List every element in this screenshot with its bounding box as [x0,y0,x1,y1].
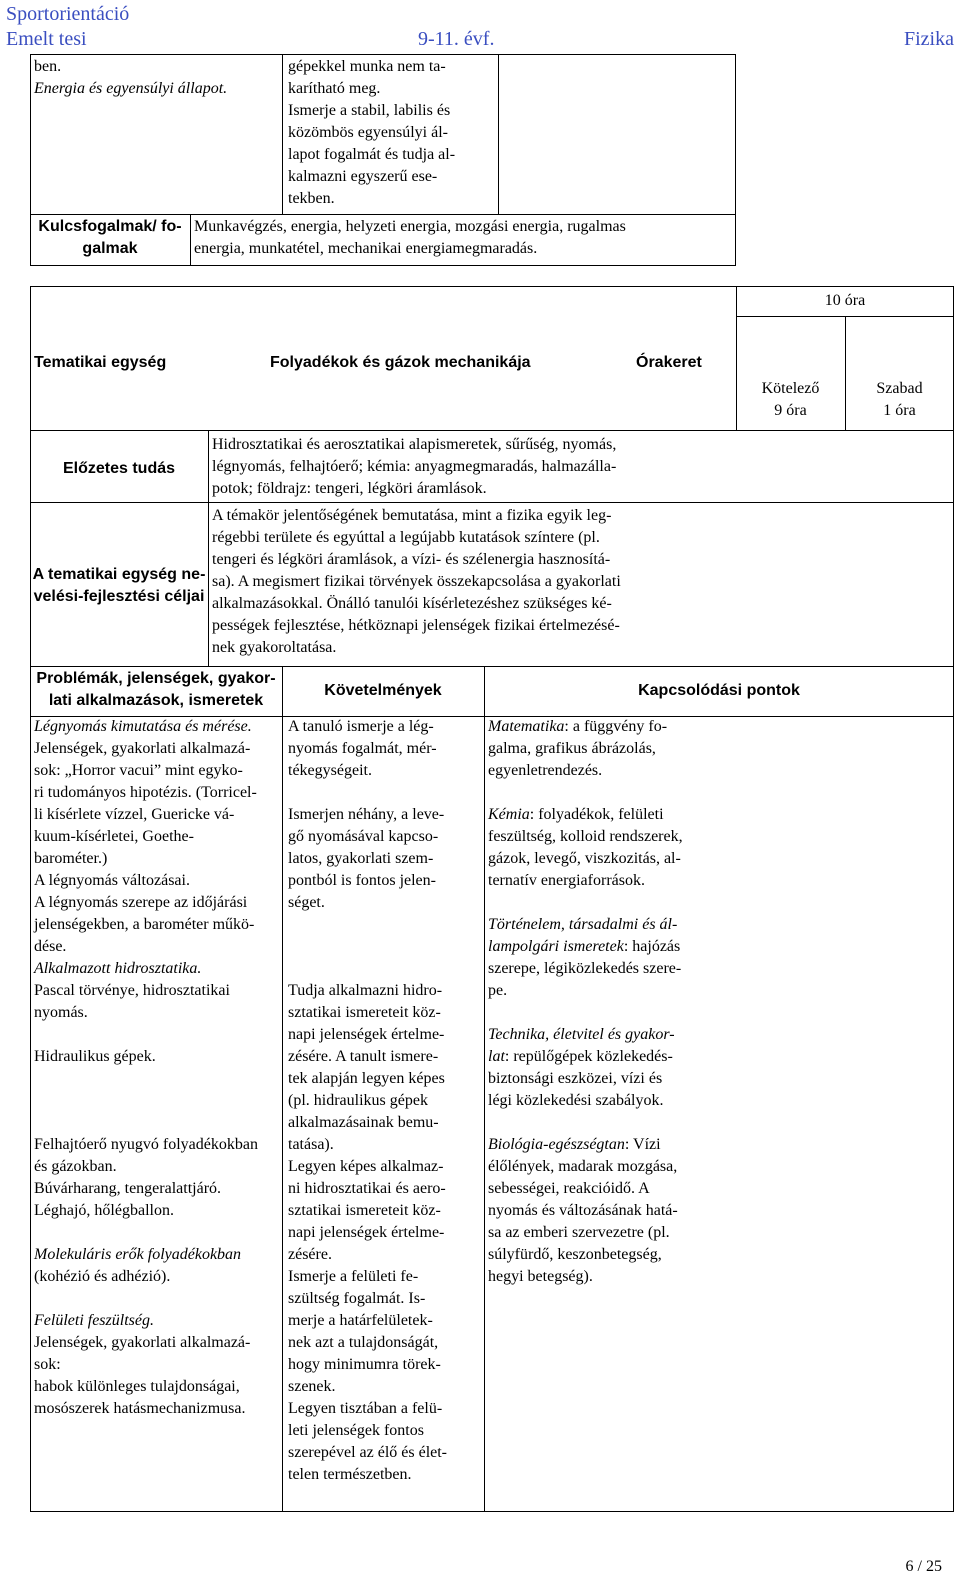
table-divider [30,502,954,503]
header-grades: 9-11. évf. [418,28,495,50]
problem-line: Felületi feszültség. [34,1312,154,1329]
table-divider [30,430,954,431]
problem-line: Pascal törvénye, hidrosztatikai [34,982,230,999]
mandatory-hours: Kötelező 9 óra [761,380,820,419]
key-concepts-label: Kulcsfogalmak/ fo- galmak [38,218,182,257]
connection-line [488,958,683,980]
requirement-line: ni hidrosztatikai és aero- [288,1180,446,1197]
requirement-line: Legyen képes alkalmaz- [288,1158,444,1175]
problem-line: habok különleges tulajdonságai, [34,1378,240,1395]
connection-line [488,1178,683,1200]
requirements-header: Követelmények [324,682,442,699]
requirement-line: Ismerjen néhány, a leve- [288,806,445,823]
problem-line [34,1288,258,1310]
connection-text: Kémia [488,806,530,823]
connection-line [488,914,683,936]
problem-line: A légnyomás szerepe az időjárási [34,894,248,911]
connection-text: lampolgári ismeretek [488,938,624,955]
connection-text: Történelem, társadalmi és ál- [488,916,678,933]
header-track: Emelt tesi [6,28,87,50]
connection-text: sebességei, reakcióidő. A [488,1180,650,1197]
connection-line [488,892,683,914]
requirement-line: napi jelenségek értelme- [288,1224,445,1241]
problem-line: Léghajó, hőlégballon. [34,1202,174,1219]
problem-line: sok: „Horror vacui” mint egyko- [34,762,243,779]
problem-line: Alkalmazott hidrosztatika. [34,960,202,977]
connection-line [488,936,683,958]
header-subject: Fizika [904,28,954,50]
table-divider [30,666,954,667]
connection-line [488,870,683,892]
problem-line [34,1222,258,1244]
connection-line [488,1002,683,1024]
problem-line: Búvárharang, tengeralattjáró. [34,1180,222,1197]
connection-text: biztonsági eszközei, vízi és [488,1070,663,1087]
connection-line [488,1112,683,1134]
connection-line [488,716,683,738]
prior-knowledge-label: Előzetes tudás [62,460,176,477]
problem-line: Hidraulikus gépek. [34,1048,156,1065]
requirement-line: szültség fogalmát. Is- [288,1290,426,1307]
connection-line [488,1024,683,1046]
connection-line [488,1090,683,1112]
requirement-line: sztatikai ismereteit köz- [288,1004,441,1021]
connection-text: gázok, levegő, viszkozitás, al- [488,850,681,867]
connection-line [488,1244,683,1266]
requirement-line: zésére. A tanult ismere- [288,1048,439,1065]
unit-label: Tematikai egység [34,354,167,371]
doc-title: Sportorientáció [6,3,130,25]
problem-line: nyomás. [34,1004,88,1021]
problem-line: Jelenségek, gyakorlati alkalmazá- [34,740,251,757]
problem-line [34,1068,258,1090]
problem-line: Felhajtóerő nyugvó folyadékokban [34,1136,258,1153]
connection-line [488,1266,683,1288]
requirement-line: tatása). [288,1136,334,1153]
problem-line: jelenségekben, a barométer műkö- [34,916,255,933]
requirements-column [288,716,447,1486]
table-divider [30,214,736,215]
problem-line: li kísérlete vízzel, Guericke vá- [34,806,235,823]
table-divider [484,666,485,1512]
connection-line [488,980,683,1002]
connections-header: Kapcsolódási pontok [638,682,800,699]
hours-label: Órakeret [636,354,702,371]
problem-line: Jelenségek, gyakorlati alkalmazá- [34,1334,251,1351]
connection-text: Matematika [488,718,565,735]
requirement-line: séget. [288,894,325,911]
key-concepts-text: Munkavégzés, energia, helyzeti energia, mozgási energia, rugalmas energia, munkatétel, mechanikai energiamegmaradás. [194,218,626,257]
requirement-line [288,936,447,958]
requirement-line: leti jelenségek fontos [288,1422,424,1439]
table-divider [282,666,283,1512]
page-number: 6 / 25 [905,1558,942,1575]
requirement-line: zésére. [288,1246,332,1263]
connection-text: : folyadékok, felületi [529,806,664,823]
connection-line [488,848,683,870]
requirement-line: Ismerje a felületi fe- [288,1268,419,1285]
requirement-line: sztatikai ismereteit köz- [288,1202,441,1219]
requirement-line: alkalmazásainak bemu- [288,1114,439,1131]
connection-line [488,1156,683,1178]
connection-text: súlyfürdő, keszonbetegség, [488,1246,662,1263]
free-hours: Szabad 1 óra [876,380,923,419]
connection-text: sa az emberi szervezetre (pl. [488,1224,670,1241]
connection-line [488,1046,683,1068]
problem-line: mosószerek hatásmechanizmusa. [34,1400,246,1417]
connection-text: : repülőgépek közlekedés- [504,1048,673,1065]
problem-line [34,1112,258,1134]
unit-title: Folyadékok és gázok mechanikája [270,354,531,371]
table-divider [498,54,499,214]
problem-line [34,1024,258,1046]
connection-line [488,738,683,760]
doc-header-row [6,28,954,52]
requirement-line: latos, gyakorlati szem- [288,850,434,867]
requirement-line [288,914,447,936]
problems-header: Problémák, jelenségek, gyakor- lati alkalmazások, ismeretek [36,670,276,709]
problem-line: (kohézió és adhézió). [34,1268,171,1285]
connection-text: hegyi betegség). [488,1268,593,1285]
requirement-line [288,782,447,804]
requirement-line: szerepével az élő és élet- [288,1444,448,1461]
total-hours: 10 óra [824,292,866,309]
connection-text: feszültség, kolloid rendszerek, [488,828,683,845]
connection-line [488,826,683,848]
requirement-line: nyomás fogalmát, mér- [288,740,437,757]
problem-line: kuum-kísérletei, Goethe- [34,828,194,845]
connections-column [488,716,683,1288]
problem-line: dése. [34,938,67,955]
requirement-line: (pl. hidraulikus gépek [288,1092,428,1109]
connection-text: légi közlekedési szabályok. [488,1092,664,1109]
connection-text: Biológia-egészségtan [488,1136,625,1153]
goals-label: A tematikai egység ne- velési-fejlesztési céljai [32,566,206,605]
problem-line [34,1090,258,1112]
problem-line: Molekuláris erők folyadékokban [34,1246,242,1263]
connection-line [488,1068,683,1090]
connection-text: pe. [488,982,508,999]
problem-line: és gázokban. [34,1158,117,1175]
connection-text: : Vízi [624,1136,661,1153]
connection-line [488,804,683,826]
requirement-line: tek alapján legyen képes [288,1070,445,1087]
problem-line: ri tudományos hipotézis. (Torricel- [34,784,257,801]
problem-line: A légnyomás változásai. [34,872,190,889]
problem-line: sok: [34,1356,61,1373]
requirement-line: Legyen tisztában a felü- [288,1400,443,1417]
connection-text: galma, grafikus ábrázolás, [488,740,656,757]
top-col2: gépekkel munka nem ta- karítható meg. Ismerje a stabil, labilis és közömbös egyensúlyi ál- lapot fogalmát és tudja al- kalmazni egyszerű ese- tekben. [288,58,456,207]
requirement-line: telen természetben. [288,1466,412,1483]
problem-line: Légnyomás kimutatása és mérése. [34,718,252,735]
requirement-line: merje a határfelületek- [288,1312,433,1329]
connection-line [488,1134,683,1156]
requirement-line: napi jelenségek értelme- [288,1026,445,1043]
requirement-line: hogy minimumra törek- [288,1356,441,1373]
connection-line [488,1222,683,1244]
problem-line: barométer.) [34,850,108,867]
requirement-line: A tanuló ismerje a lég- [288,718,434,735]
connection-line [488,760,683,782]
requirement-line [288,958,447,980]
connection-text: Technika, életvitel és gyakor- [488,1026,675,1043]
requirement-line: Tudja alkalmazni hidro- [288,982,443,999]
top-col1: ben. Energia és egyensúlyi állapot. [34,58,228,97]
connection-text: : a függvény fo- [564,718,668,735]
table-divider [190,214,191,266]
goals-text: A témakör jelentőségének bemutatása, mint a fizika egyik leg- régebbi területe és egyúttal a legújabb kutatások színtere (pl. tengeri és légköri áramlások, a vízi- és szélenergia hasznosítá- sa). A megismert fizikai törvények összekapcsolása a gyakorlati alkalmazásokkal. Önálló tanulói kísérletezéshez szükséges ké- pességek fejlesztése, hétköznapi jelenségek fizikai értelmezésé- nek gyakoroltatása. [212,507,621,656]
connection-text: szerepe, légiközlekedés szere- [488,960,682,977]
connection-text: élőlények, madarak mozgása, [488,1158,678,1175]
requirement-line: szenek. [288,1378,336,1395]
requirement-line: tékegységeit. [288,762,372,779]
connection-line [488,1200,683,1222]
connection-text: ternatív energiaforrások. [488,872,645,889]
connection-text: : hajózás [623,938,681,955]
requirement-line: gő nyomásával kapcso- [288,828,439,845]
connection-text: lat [488,1048,505,1065]
table-divider [208,430,209,666]
table-divider [282,54,283,214]
connection-line [488,782,683,804]
prior-knowledge-text: Hidrosztatikai és aerosztatikai alapismeretek, sűrűség, nyomás, légnyomás, felhajtóerő; kémia: anyagmegmaradás, halmazálla- potok; földrajz: tengeri, légköri áramlások. [212,436,617,497]
connection-text: nyomás és változásának hatá- [488,1202,678,1219]
connection-text: egyenletrendezés. [488,762,603,779]
requirement-line: nek azt a tulajdonságát, [288,1334,439,1351]
problems-column [34,716,258,1420]
requirement-line: pontból is fontos jelen- [288,872,436,889]
